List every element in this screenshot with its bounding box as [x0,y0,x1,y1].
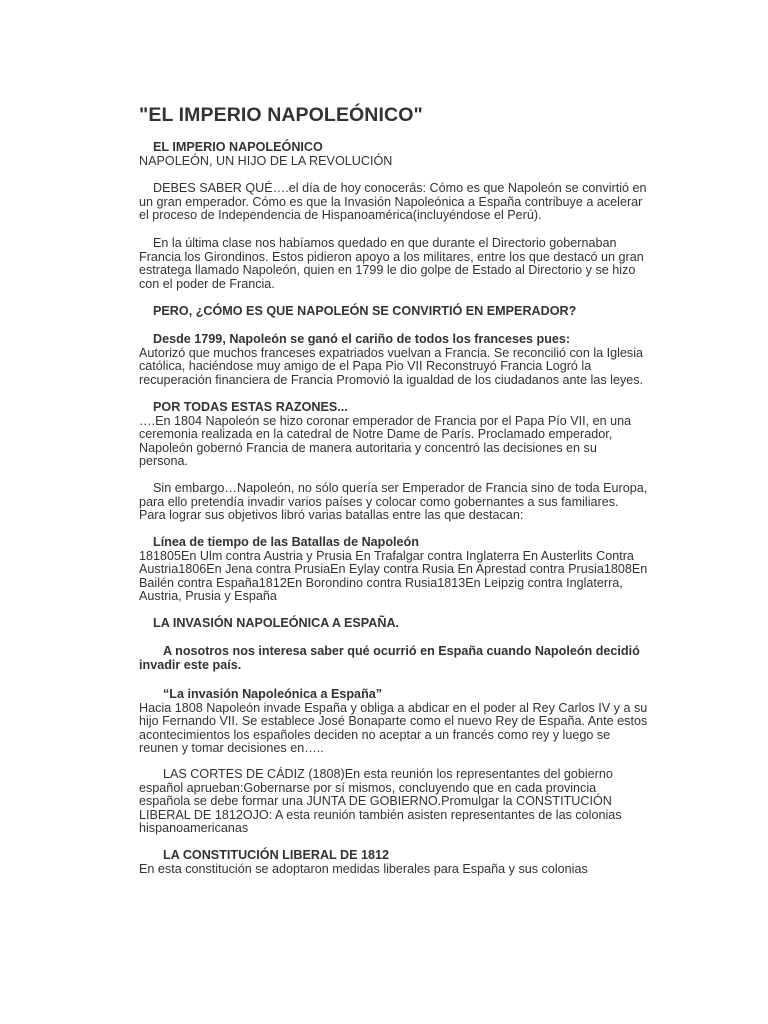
paragraph-line: DEBES SABER QUÉ….el día de hoy conocerás: Cómo es que Napoleón se convirtió en [153,181,647,195]
paragraph-line: Sin embargo…Napoleón, no sólo quería ser Emperador de Francia sino de toda Europa, [153,481,648,495]
paragraph-line: Para lograr sus objetivos libró varias batallas entre las que destacan: [139,508,524,523]
paragraph-line: Autorizó que muchos franceses expatriados vuelvan a Francia. Se reconcilió con la Iglesia [139,345,644,360]
paragraph-line: reunen y tomar decisiones en….. [139,741,324,756]
section-heading: LA INVASIÓN NAPOLEÓNICA A ESPAÑA. [153,616,400,630]
section-heading: invadir este país. [139,657,242,672]
paragraph-line: Austria1806En Jena contra PrusiaEn Eylay contra Rusia En Aprestad contra Prusia1808En [139,562,648,577]
paragraph [139,536,647,604]
section-heading: A nosotros nos interesa saber qué ocurrió en España cuando Napoleón decidió [163,644,640,658]
paragraph [139,849,588,876]
paragraph-line: Francia los Girondinos. Estos pidieron apoyo a los militares, entre los que destacó un gran [139,249,644,264]
section-heading: “La invasión Napoleónica a España” [163,687,383,701]
paragraph-line: el proceso de Independencia de Hispanoamérica(incluyéndose el Perú). [139,208,542,223]
paragraph-line: persona. [139,454,189,469]
paragraph-line: NAPOLEÓN, UN HIJO DE LA REVOLUCIÓN [139,153,393,168]
paragraph-line: un gran emperador. Cómo es que la Invasión Napoleónica a España contribuye a acelerar [139,194,643,209]
section-heading: Desde 1799, Napoleón se ganó el cariño de todos los franceses pues: [153,332,571,346]
paragraph-line: Hacia 1808 Napoleón invade España y obliga a abdicar en el poder al Rey Carlos IV y a su [139,700,648,715]
section-heading: PERO, ¿CÓMO ES QUE NAPOLEÓN SE CONVIRTIÓ EN EMPERADOR? [153,304,577,318]
section-heading: LA CONSTITUCIÓN LIBERAL DE 1812 [163,848,390,862]
paragraph [139,482,647,523]
paragraph-line: LIBERAL DE 1812OJO: A esta reunión también asisten representantes de las colonias [139,807,622,822]
paragraph-line: Austria, Prusia y España [139,589,277,604]
paragraph-line: española se debe formar una JUNTA DE GOBIERNO.Promulgar la CONSTITUCIÓN [139,794,612,809]
paragraph-line: con el poder de Francia. [139,276,275,291]
document-title: "EL IMPERIO NAPOLEÓNICO" [139,104,423,126]
paragraph [139,305,576,319]
document-page [139,104,699,144]
paragraph [139,333,643,387]
paragraph-line: recuperación financiera de Francia Promovió la igualdad de los ciudadanos ante las leyes. [139,372,644,387]
section-heading: POR TODAS ESTAS RAZONES... [153,400,348,414]
paragraph-line: ….En 1804 Napoleón se hizo coronar emperador de Francia por el Papa Pío VII, en una [139,413,632,428]
paragraph-line: para ello pretendía invadir varios países y colocar como gobernantes a sus familiares. [139,494,619,509]
paragraph [139,237,644,291]
paragraph [139,182,647,223]
paragraph-line: ceremonia realizada en la catedral de Notre Dame de París. Proclamado emperador, [139,427,613,442]
paragraph-line: hijo Fernando VII. Se establece José Bonaparte como el nuevo Rey de España. Ante estos [139,714,648,729]
paragraph-line: LAS CORTES DE CÁDIZ (1808)En esta reunión los representantes del gobierno [163,767,613,781]
paragraph-line: español aprueban:Gobernarse por sí mismos, concluyendo que en cada provincia [139,780,597,795]
paragraph [139,401,631,469]
paragraph [139,617,399,631]
paragraph [139,768,622,836]
paragraph-line: 181805En Ulm contra Austria y Prusia En Trafalgar contra Inglaterra En Austerlits Contra [139,548,634,563]
paragraph-line: Bailén contra España1812En Borondino contra Rusia1813En Leipzig contra Inglaterra, [139,575,623,590]
paragraph-line: Napoleón gobernó Francia de manera autoritaria y concentró las decisiones en su [139,440,597,455]
paragraph [139,645,640,672]
paragraph-line: acontecimientos los españoles deciden no aceptar a un francés como rey y luego se [139,727,611,742]
section-heading: EL IMPERIO NAPOLEÓNICO [153,140,323,154]
paragraph-line: estratega llamado Napoleón, quien en 1799 le dio golpe de Estado al Directorio y se hizo [139,263,636,278]
paragraph [139,688,647,756]
paragraph-line: En esta constitución se adoptaron medidas liberales para España y sus colonias [139,861,588,876]
paragraph-line: En la última clase nos habíamos quedado en que durante el Directorio gobernaban [153,236,617,250]
paragraph-line: católica, haciéndose muy amigo de el Papa Pio VII Reconstruyó Francia Logró la [139,359,592,374]
paragraph-line: hispanoamericanas [139,821,249,836]
section-heading: Línea de tiempo de las Batallas de Napoleón [153,535,419,549]
paragraph [139,141,392,168]
